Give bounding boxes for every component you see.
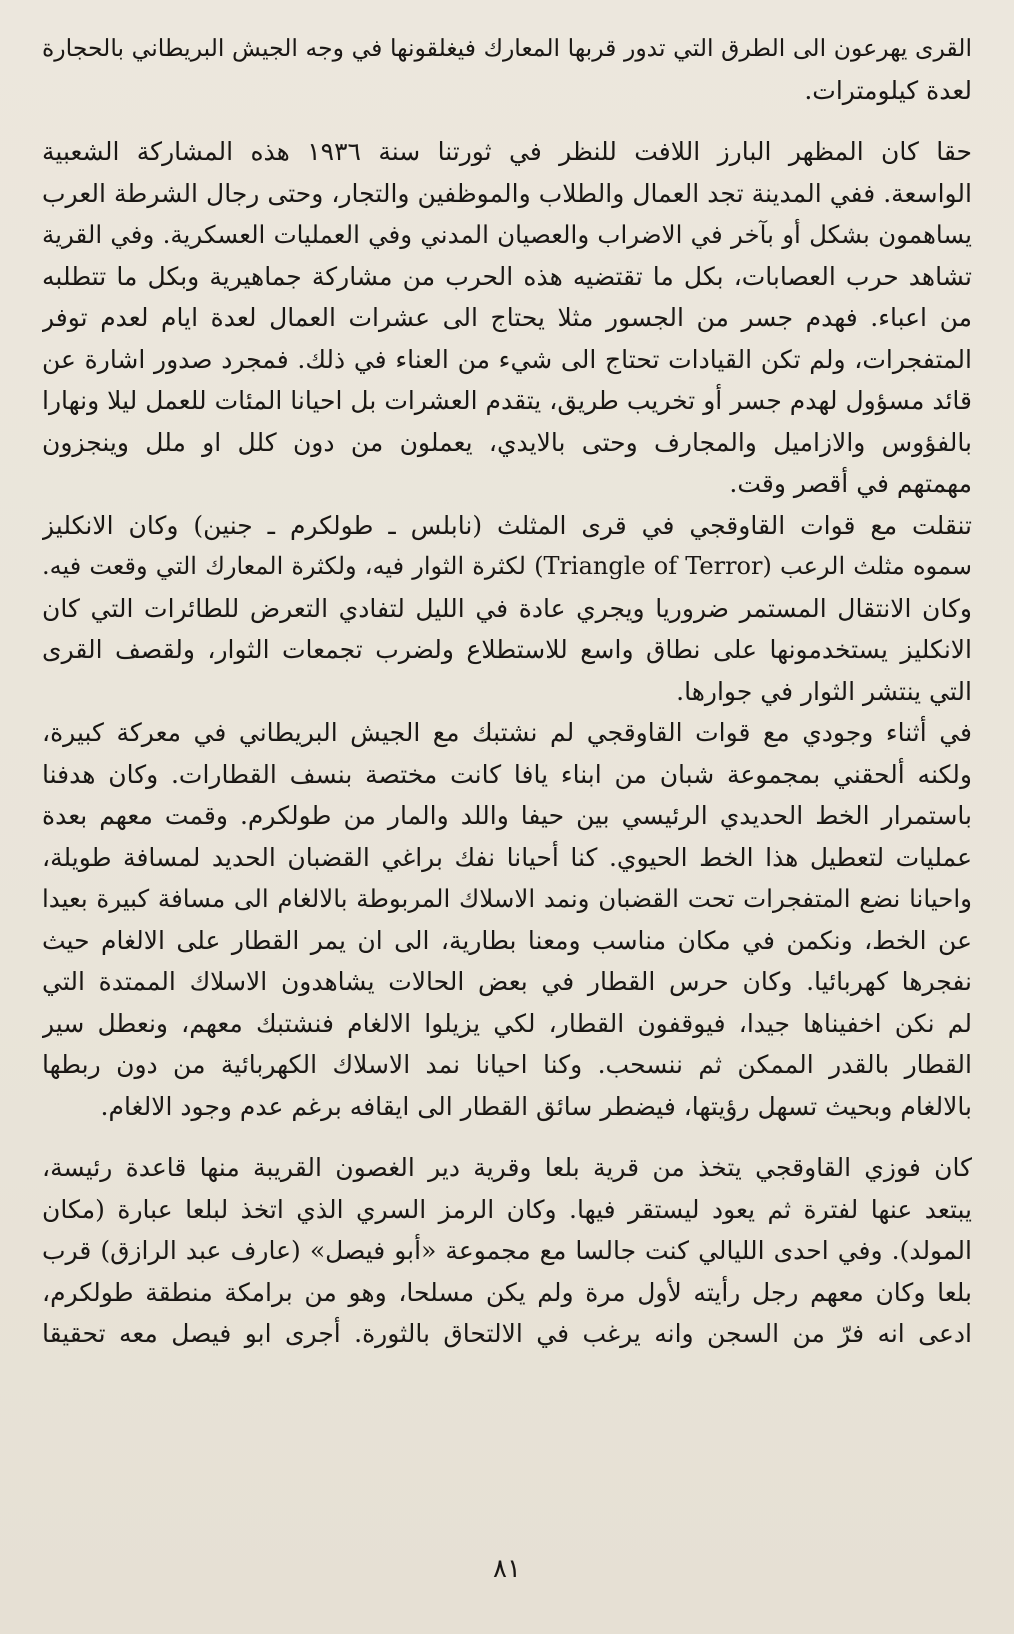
text-line: المتفجرات، ولم تكن القيادات تحتاج الى شيء من العناء في ذلك. فمجرد صدور اشارة عن	[42, 344, 972, 374]
text-line: من اعباء. فهدم جسر من الجسور مثلا يحتاج الى عشرات العمال لعدة ايام لعدم توفر	[42, 303, 972, 332]
text-line: يساهمون بشكل أو بآخر في الاضراب والعصيان المدني وفي العمليات العسكرية. وفي القرية	[42, 220, 972, 249]
text-line: سموه مثلث الرعب (Triangle of Terror) لكثرة الثوار فيه، ولكثرة المعارك التي وقعت فيه.	[42, 552, 972, 580]
paragraph-gap	[42, 111, 972, 131]
text-line: القرى يهرعون الى الطرق التي تدور قربها المعارك فيغلقونها في وجه الجيش البريطاني بالحجارة	[42, 34, 972, 62]
text-line: بالالغام وبحيث تسهل رؤيتها، فيضطر سائق القطار الى ايقافه برغم عدم وجود الالغام.	[100, 1091, 972, 1121]
text-line: وكان الانتقال المستمر ضروريا ويجري عادة في الليل لتفادي التعرض للطائرات التي كان	[42, 593, 972, 623]
text-line: المولد). وفي احدى الليالي كنت جالسا مع مجموعة «أبو فيصل» (عارف عبد الرازق) قرب	[42, 1236, 972, 1265]
text-line: عن الخط، ونكمن في مكان مناسب ومعنا بطارية، الى ان يمر القطار على الالغام حيث	[42, 925, 972, 955]
page-number: ٨١	[493, 1554, 521, 1584]
text-line: لعدة كيلومترات.	[804, 75, 972, 105]
text-line: التي ينتشر الثوار في جوارها.	[676, 676, 972, 706]
text-line: تشاهد حرب العصابات، بكل ما تقتضيه هذه الحرب من مشاركة جماهيرية وبكل ما تتطلبه	[42, 261, 972, 291]
text-line: لم نكن اخفيناها جيدا، فيوقفون القطار، لكي يزيلوا الالغام فنشتبك معهم، ونعطل سير	[42, 1008, 972, 1038]
text-line: تنقلت مع قوات القاوقجي في قرى المثلث (نابلس ـ طولكرم ـ جنين) وكان الانكليز	[42, 510, 972, 540]
text-line: بالفؤوس والازاميل والمجارف وحتى بالايدي، يعملون من دون كلل او ملل وينجزون	[42, 427, 972, 457]
text-line: واحيانا نضع المتفجرات تحت القضبان ونمد الاسلاك المربوطة بالالغام الى مسافة كبيرة بعيدا	[42, 884, 972, 913]
text-line: نفجرها كهربائيا. وكان حرس القطار في بعض الحالات يشاهدون الاسلاك الممتدة التي	[42, 967, 972, 996]
paragraph-gap	[42, 1127, 972, 1147]
text-line: القطار بالقدر الممكن ثم ننسحب. وكنا احيانا نمد الاسلاك الكهربائية من دون ربطها	[42, 1050, 972, 1079]
text-line: ولكنه ألحقني بمجموعة شبان من ابناء يافا كانت مختصة بنسف القطارات. وكان هدفنا	[42, 759, 972, 789]
text-line: الانكليز يستخدمونها على نطاق واسع للاستطلاع ولضرب تجمعات الثوار، ولقصف القرى	[42, 635, 972, 664]
text-line: حقا كان المظهر البارز اللافت للنظر في ثورتنا سنة ١٩٣٦ هذه المشاركة الشعبية	[42, 137, 972, 166]
text-line: مهمتهم في أقصر وقت.	[729, 469, 972, 498]
body-text	[42, 28, 972, 1355]
text-line: باستمرار الخط الحديدي الرئيسي بين حيفا واللد والمار من طولكرم. وقمت معهم بعدة	[42, 801, 972, 830]
text-line: قائد مسؤول لهدم جسر أو تخريب طريق، يتقدم العشرات بل احيانا المئات للعمل ليلا ونهارا	[42, 386, 972, 415]
text-line: ادعى انه فرّ من السجن وانه يرغب في الالتحاق بالثورة. أجرى ابو فيصل معه تحقيقا	[42, 1319, 972, 1348]
text-line: يبتعد عنها لفترة ثم يعود ليستقر فيها. وكان الرمز السري الذي اتخذ لبلعا عبارة (مكان	[42, 1194, 972, 1224]
text-line: بلعا وكان معهم رجل رأيته لأول مرة ولم يكن مسلحا، وهو من برامكة منطقة طولكرم،	[42, 1277, 972, 1307]
text-line: في أثناء وجودي مع قوات القاوقجي لم نشتبك مع الجيش البريطاني في معركة كبيرة،	[42, 718, 972, 747]
text-line: كان فوزي القاوقجي يتخذ من قرية بلعا وقرية دير الغصون القريبة منها قاعدة رئيسة،	[42, 1153, 972, 1182]
text-line: عمليات لتعطيل هذا الخط الحيوي. كنا أحيانا نفك براغي القضبان الحديد لمسافة طويلة،	[42, 842, 972, 872]
text-line: الواسعة. ففي المدينة تجد العمال والطلاب والموظفين والتجار، وحتى رجال الشرطة العرب	[42, 178, 972, 208]
